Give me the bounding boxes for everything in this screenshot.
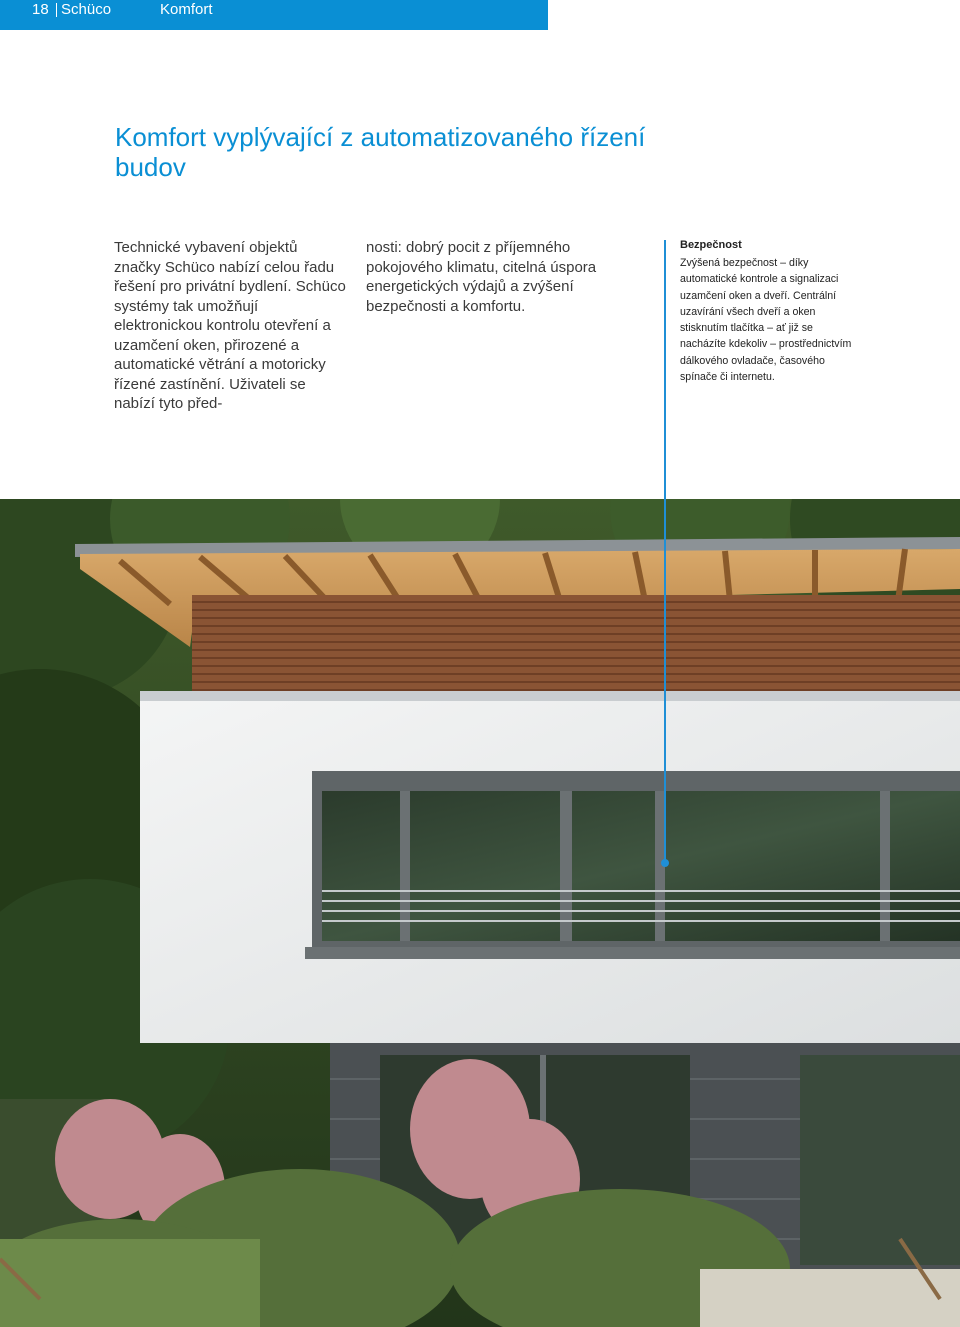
- body-column-2: nosti: dobrý pocit z příjemného pokojového klimatu, citelná úspora energetických výdajů a zvýšení bezpečnosti a komfortu.: [366, 239, 597, 315]
- header-brand: Schüco: [61, 1, 112, 18]
- header-bar: [0, 0, 548, 30]
- page-number: 18: [32, 1, 49, 18]
- house-photo: [0, 499, 960, 1327]
- callout-line: [664, 240, 666, 864]
- body-column-1: Technické vybavení objektů značky Schüco nabízí celou řadu řešení pro privátní bydlení. Schüco systémy tak umožňují elektronickou kontrolu otevření a uzamčení oken, přirozené a automatické větrání a motoricky řízené zastínění. Uživateli se nabízí tyto před-: [114, 239, 346, 412]
- sidebar-title: Bezpečnost: [680, 239, 742, 251]
- header-section: Komfort: [160, 1, 213, 18]
- page-title: Komfort vyplývající z automatizovaného řízení budov: [115, 122, 646, 182]
- callout-dot: [661, 859, 669, 867]
- sidebar-text: Zvýšená bezpečnost – díky automatické kontrole a signalizaci uzamčení oken a dveří. Centrální uzavírání všech dveří a oken stisknutím tlačítka – ať již se nacházíte kdekoliv – prostřednictvím dálkového ovladače, časového spínače či internetu.: [680, 257, 852, 384]
- header-separator: [56, 3, 57, 17]
